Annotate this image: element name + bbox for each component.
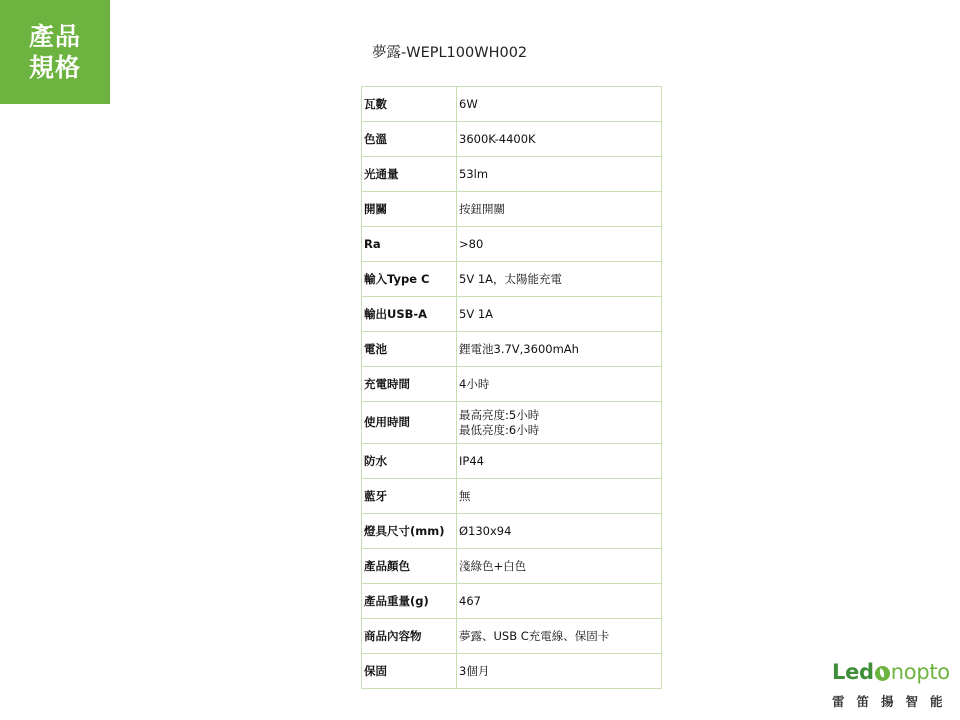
table-row: [362, 192, 662, 227]
spec-value: 無: [457, 479, 662, 514]
table-row: [362, 122, 662, 157]
spec-label: 保固: [362, 654, 457, 689]
spec-value-line-2: 最低亮度:6小時: [459, 422, 540, 437]
spec-label: 產品重量(g): [362, 584, 457, 619]
table-row: [362, 584, 662, 619]
spec-value: 夢露、USB C充電線、保固卡: [457, 619, 662, 654]
table-row: [362, 619, 662, 654]
spec-value: 3個月: [457, 654, 662, 689]
spec-value: 467: [457, 584, 662, 619]
spec-value: 53lm: [457, 157, 662, 192]
spec-label: 輸入Type C: [362, 262, 457, 297]
table-row: [362, 444, 662, 479]
badge-line-1: 產品: [28, 22, 81, 51]
spec-label: 電池: [362, 332, 457, 367]
leaf-icon: [875, 666, 890, 681]
spec-value: 6W: [457, 87, 662, 122]
table-row: [362, 262, 662, 297]
spec-value: 淺綠色+白色: [457, 549, 662, 584]
spec-value: [457, 402, 662, 444]
spec-value: Ø130x94: [457, 514, 662, 549]
spec-label: Ra: [362, 227, 457, 262]
table-row: [362, 479, 662, 514]
table-row: [362, 402, 662, 444]
logo-wordmark: [832, 660, 950, 684]
logo-rest-text: nopto: [890, 660, 950, 684]
table-row: [362, 332, 662, 367]
spec-label: 產品顏色: [362, 549, 457, 584]
spec-value: 5V 1A，太陽能充電: [457, 262, 662, 297]
spec-label: 藍牙: [362, 479, 457, 514]
spec-label: 商品內容物: [362, 619, 457, 654]
table-row: [362, 157, 662, 192]
spec-label: 燈具尺寸(mm): [362, 514, 457, 549]
logo-subtitle: 雷笛揚智能: [832, 694, 955, 709]
spec-label: 使用時間: [362, 402, 457, 444]
logo-led-text: Led: [832, 660, 874, 684]
spec-table: [361, 86, 662, 689]
spec-label: 輸出USB-A: [362, 297, 457, 332]
spec-value: 3600K-4400K: [457, 122, 662, 157]
brand-logo: [832, 660, 955, 710]
spec-label: 光通量: [362, 157, 457, 192]
spec-value: >80: [457, 227, 662, 262]
spec-label: 充電時間: [362, 367, 457, 402]
spec-value: 鋰電池3.7V,3600mAh: [457, 332, 662, 367]
spec-value-line-1: 最高亮度:5小時: [459, 407, 540, 422]
badge-line-2: 規格: [28, 53, 81, 82]
spec-label: 防水: [362, 444, 457, 479]
spec-value: IP44: [457, 444, 662, 479]
spec-label: 開關: [362, 192, 457, 227]
table-row: [362, 367, 662, 402]
spec-label: 色溫: [362, 122, 457, 157]
section-badge: [0, 0, 110, 104]
table-row: [362, 297, 662, 332]
spec-label: 瓦數: [362, 87, 457, 122]
spec-value: 按鈕開關: [457, 192, 662, 227]
spec-value: 5V 1A: [457, 297, 662, 332]
spec-value: 4小時: [457, 367, 662, 402]
table-row: [362, 549, 662, 584]
table-row: [362, 654, 662, 689]
table-row: [362, 87, 662, 122]
product-title: 夢露-WEPL100WH002: [372, 45, 528, 61]
table-row: [362, 227, 662, 262]
table-row: [362, 514, 662, 549]
